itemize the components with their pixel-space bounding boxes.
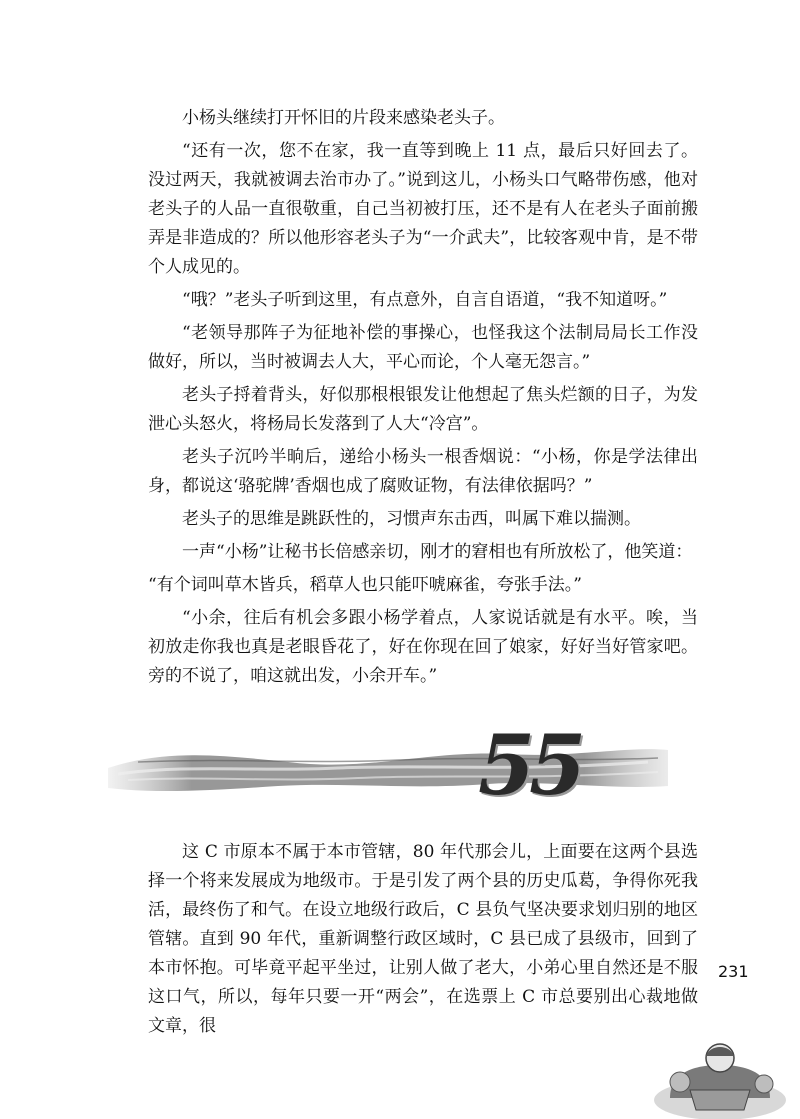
paragraph: 老头子捋着背头，好似那根根银发让他想起了焦头烂额的日子，为发泄心头怒火，将杨局长发落到了人大“冷宫”。 (148, 385, 698, 434)
corner-decoration-illustration (640, 1020, 800, 1119)
paragraph: “还有一次，您不在家，我一直等到晚上 11 点，最后只好回去了。没过两天，我就被调去治市办了。”说到这儿，小杨头口气略带伤感，他对老头子的人品一直很敬重，自己当初被打压，还不是有人在老头子面前搬弄是非造成的？所以他形容老头子为“一介武夫”，比较客观中肯，是不带个人成见的。 (148, 141, 698, 277)
paragraph: 这 C 市原本不属于本市管辖，80 年代那会儿，上面要在这两个县选择一个将来发展成为地级市。于是引发了两个县的历史瓜葛，争得你死我活，最终伤了和气。在设立地级行政后，C 县负气坚决要求划归别的地区管辖。直到 90 年代，重新调整行政区域时，C 县已成了县级市，回到了本市怀抱。可毕竟平起平坐过，让别人做了老大，小弟心里自然还是不服这口气，所以，每年只要一开“两会”，在选票上 C 市总要别出心裁地做文章，很 (148, 842, 698, 1036)
paragraph: 老头子沉吟半晌后，递给小杨头一根香烟说：“小杨，你是学法律出身，都说这‘骆驼牌’香烟也成了腐败证物，有法律依据吗？” (148, 447, 698, 496)
page-number: 231 (718, 962, 749, 981)
paragraph: “老领导那阵子为征地补偿的事操心，也怪我这个法制局局长工作没做好，所以，当时被调去人大，平心而论，个人毫无怨言。” (148, 323, 698, 372)
paragraph: 一声“小杨”让秘书长倍感亲切，刚才的窘相也有所放松了，他笑道： (182, 542, 693, 562)
text-section-after-chapter (148, 838, 698, 1045)
chapter-number: 55 (478, 718, 581, 814)
paragraph: “小余，往后有机会多跟小杨学着点，人家说话就是有水平。唉，当初放走你我也真是老眼昏花了，好在你现在回了娘家，好好当好管家吧。旁的不说了，咱这就出发，小余开车。” (148, 608, 698, 686)
paragraph: 小杨头继续打开怀旧的片段来感染老头子。 (182, 108, 505, 128)
paragraph: “有个词叫草木皆兵，稻草人也只能吓唬麻雀，夸张手法。” (148, 575, 582, 595)
paragraph: 老头子的思维是跳跃性的，习惯声东击西，叫属下难以揣测。 (182, 509, 641, 529)
text-section-before-chapter (148, 104, 698, 695)
paragraph: “哦？”老头子听到这里，有点意外，自言自语道，“我不知道呀。” (182, 290, 668, 310)
